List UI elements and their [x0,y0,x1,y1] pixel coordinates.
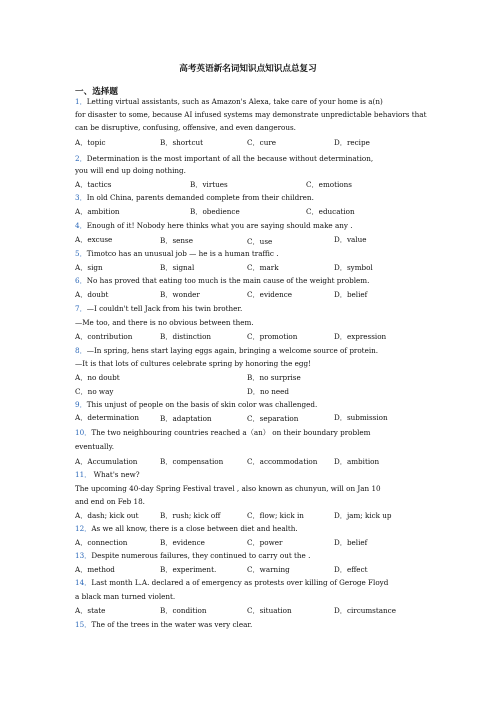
option-b[interactable]: B．obedience [190,207,240,216]
question-line: for disaster to some, because AI infused systems may demonstrate unpredictable behaviors that [75,110,427,119]
option-b[interactable]: B．virtues [190,180,228,189]
option-d[interactable]: D．recipe [334,138,370,147]
question-line: 9．This unjust of people on the basis of skin color was challenged. [75,400,318,409]
question-line: 1．Letting virtual assistants, such as Amazon's Alexa, take care of your home is a(n) [75,97,383,106]
option-c[interactable]: C．use [247,237,273,246]
option-a[interactable]: A．no doubt [75,373,120,382]
option-c[interactable]: C．education [306,207,355,216]
option-a[interactable]: A．state [75,606,106,615]
question-line: 8．—In spring, hens start laying eggs again, bringing a welcome source of protein. [75,346,379,355]
option-c[interactable]: C．no way [75,387,114,396]
question-line: 11． What's new? [75,470,140,479]
option-a[interactable]: A．Accumulation [75,457,138,466]
question-line: 15．The of the trees in the water was very clear. [75,620,253,629]
question-line: and end on Feb 18. [75,497,145,506]
option-b[interactable]: B．shortcut [160,138,203,147]
option-a[interactable]: A．topic [75,138,106,147]
page-title: 高考英语新名词知识点知识点总复习 [179,64,317,74]
question-line: a black man turned violent. [75,592,176,601]
question-line: can be disruptive, confusing, offensive, and even dangerous. [75,123,296,132]
option-b[interactable]: B．signal [160,263,195,272]
option-d[interactable]: D．effect [334,565,368,574]
option-c[interactable]: C．separation [247,414,299,423]
question-line: 6．No has proved that eating too much is the main cause of the weight problem. [75,276,370,285]
option-d[interactable]: D．ambition [334,457,380,466]
question-line: —Me too, and there is no obvious between them. [75,318,254,327]
option-b[interactable]: B．experiment. [160,565,217,574]
option-d[interactable]: D．value [334,235,367,244]
option-c[interactable]: C．situation [247,606,292,615]
option-a[interactable]: A．method [75,565,115,574]
question-line: 14．Last month L.A. declared a of emergency as protests over killing of Geroge Floyd [75,578,389,587]
option-d[interactable]: D．symbol [334,263,373,272]
question-line: 7．—I couldn't tell Jack from his twin brother. [75,304,243,313]
question-line: 12．As we all know, there is a close between diet and health. [75,524,298,533]
option-b[interactable]: B．no surprise [247,373,301,382]
question-line: 13．Despite numerous failures, they continued to carry out the . [75,551,311,560]
question-line: eventually. [75,442,114,451]
option-d[interactable]: D．expression [334,332,387,341]
option-b[interactable]: B．sense [160,236,193,245]
option-c[interactable]: C．mark [247,263,279,272]
question-line: 4．Enough of it! Nobody here thinks what you are saying should make any . [75,221,353,230]
option-c[interactable]: C．accommodation [247,457,318,466]
option-a[interactable]: A．ambition [75,207,120,216]
option-c[interactable]: C．emotions [306,180,352,189]
question-line: you will end up doing nothing. [75,166,186,175]
option-b[interactable]: B．condition [160,606,207,615]
question-line: 5．Timotco has an unusual job — he is a human traffic . [75,249,279,258]
option-d[interactable]: D．circumstance [334,606,396,615]
option-a[interactable]: A．excuse [75,235,113,244]
option-a[interactable]: A．sign [75,263,103,272]
option-c[interactable]: C．evidence [247,290,293,299]
question-line: 3．In old China, parents demanded complete from their children. [75,193,314,202]
option-b[interactable]: B．distinction [160,332,212,341]
option-a[interactable]: A．tactics [75,180,112,189]
section-heading: 一、选择题 [75,87,118,97]
option-c[interactable]: C．promotion [247,332,298,341]
option-a[interactable]: A．connection [75,538,128,547]
option-d[interactable]: D．belief [334,290,368,299]
option-a[interactable]: A．dash; kick out [75,511,139,520]
option-b[interactable]: B．rush; kick off [160,511,221,520]
option-c[interactable]: C．flow; kick in [247,511,304,520]
option-b[interactable]: B．compensation [160,457,224,466]
option-c[interactable]: C．warning [247,565,290,574]
option-c[interactable]: C．cure [247,138,277,147]
option-a[interactable]: A．determination [75,413,139,422]
question-line: 10．The two neighbouring countries reached a（an） on their boundary problem [75,428,371,437]
option-d[interactable]: D．no need [247,387,289,396]
option-d[interactable]: D．submission [334,413,388,422]
question-line: 2．Determination is the most important of all the because without determination, [75,154,374,163]
option-d[interactable]: D．jam; kick up [334,511,392,520]
option-d[interactable]: D．belief [334,538,368,547]
question-line: The upcoming 40-day Spring Festival travel , also known as chunyun, will on Jan 10 [75,484,381,493]
question-line: —It is that lots of cultures celebrate spring by honoring the egg! [75,359,311,368]
option-b[interactable]: B．evidence [160,538,205,547]
option-c[interactable]: C．power [247,538,283,547]
option-b[interactable]: B．wonder [160,290,200,299]
option-a[interactable]: A．contribution [75,332,133,341]
option-a[interactable]: A．doubt [75,290,109,299]
option-b[interactable]: B．adaptation [160,414,212,423]
